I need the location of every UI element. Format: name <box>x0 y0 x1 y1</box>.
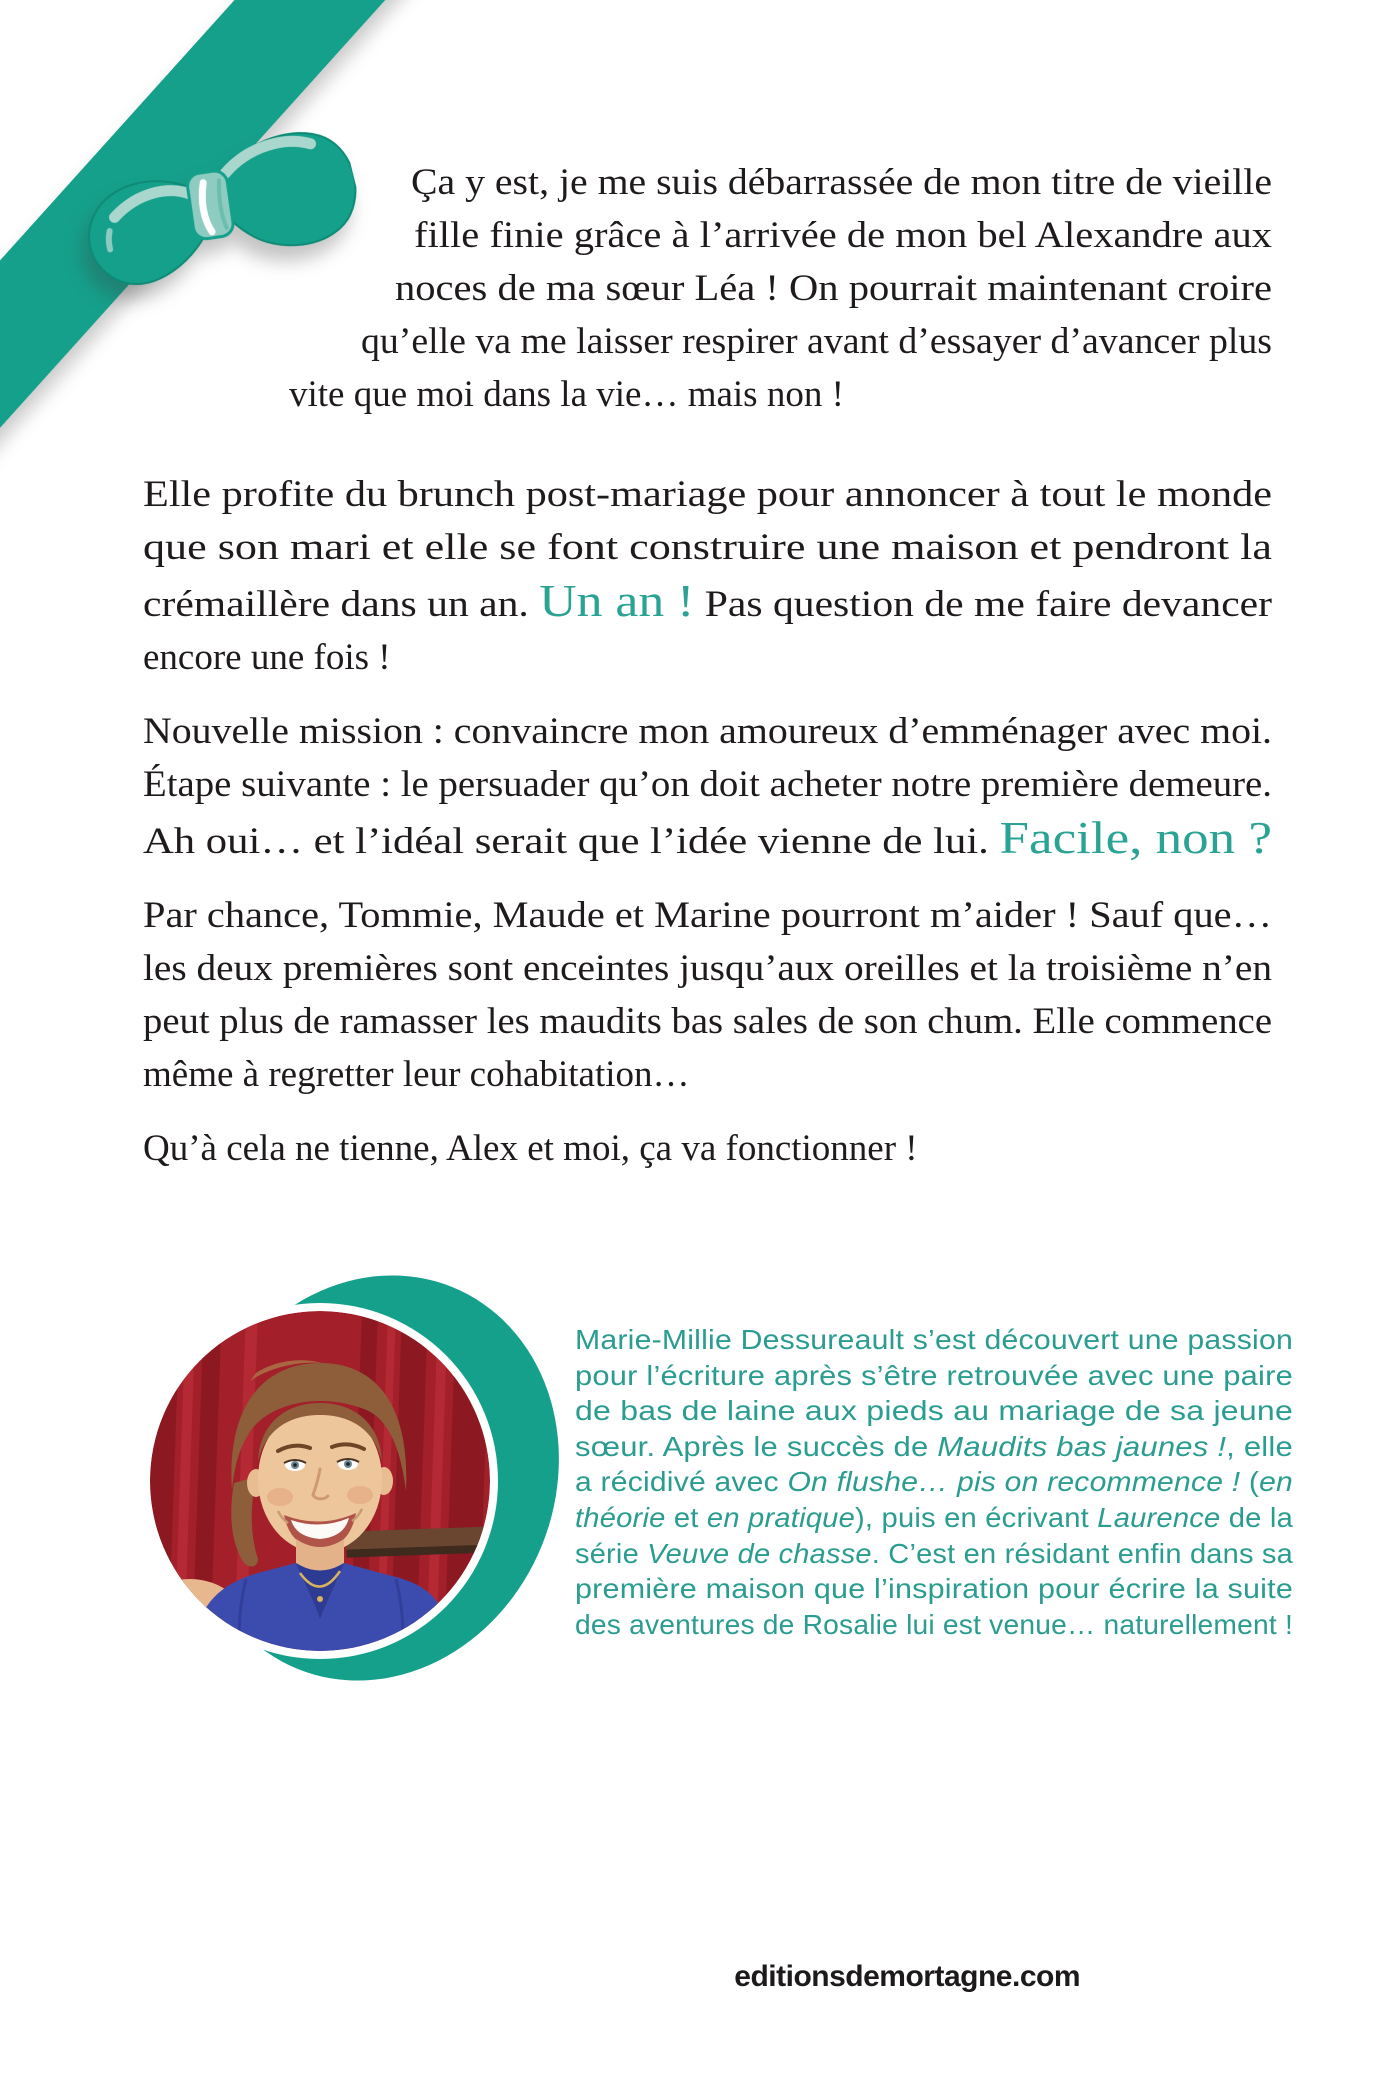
synopsis-paragraph-2 <box>143 468 1272 684</box>
text-line <box>143 705 1272 758</box>
text-segment: pour l’écriture après s’être retrouvée avec une paire <box>575 1359 1293 1391</box>
text-segment: ), puis en écrivant <box>855 1501 1098 1533</box>
text-segment: en pratique <box>706 1501 856 1533</box>
synopsis-paragraph-1 <box>143 156 1272 421</box>
text-segment: Maudits bas jaunes ! <box>937 1430 1227 1462</box>
text-segment: de bas de laine aux pieds au mariage de sa jeune <box>575 1395 1293 1427</box>
text-line <box>143 574 1272 631</box>
author-photo <box>142 1303 498 1659</box>
text-segment: crémaillère dans un an. <box>143 584 540 625</box>
text-segment: encore une fois ! <box>143 637 391 678</box>
text-segment: On flushe… pis on recommence ! <box>787 1466 1241 1498</box>
text-segment: peut plus de ramasser les maudits bas sales de son chum. Elle commence <box>143 1001 1272 1042</box>
text-line <box>143 315 1272 368</box>
text-segment: Marie-Millie Dessureault s’est découvert une passion <box>575 1324 1293 1355</box>
text-segment: Veuve de chasse <box>647 1537 872 1569</box>
text-segment: qu’elle va me laisser respirer avant d’essayer d’avancer plus <box>361 321 1272 362</box>
accent-phrase: Facile, non ? <box>999 812 1272 863</box>
text-segment: Elle profite du brunch post-mariage pour annoncer à tout le monde <box>143 474 1272 515</box>
synopsis-paragraph-4 <box>143 889 1272 1101</box>
text-segment: a récidivé avec <box>575 1466 788 1498</box>
text-segment: Pas question de me faire devancer <box>694 584 1272 625</box>
text-segment: théorie <box>575 1501 666 1533</box>
text-line <box>143 1048 1272 1101</box>
text-segment: Ah oui… et l’idéal serait que l’idée vienne de lui. <box>143 821 1000 862</box>
text-segment: noces de ma sœur Léa ! On pourrait maintenant croire <box>395 268 1272 309</box>
text-line <box>575 1536 1293 1572</box>
text-line <box>143 156 1272 209</box>
text-segment: Étape suivante : le persuader qu’on doit acheter notre première demeure. <box>143 764 1272 805</box>
text-line <box>143 368 1272 421</box>
text-segment: . C’est en résidant enfin dans sa <box>871 1537 1293 1569</box>
text-line <box>143 811 1272 868</box>
publisher-website: editionsdemortagne.com <box>734 1960 1080 1993</box>
text-line <box>143 521 1272 574</box>
text-segment: Laurence <box>1097 1501 1221 1533</box>
synopsis-paragraph-5 <box>143 1122 1272 1175</box>
text-line <box>143 942 1272 995</box>
text-segment: même à regretter leur cohabitation… <box>143 1054 690 1095</box>
author-bio-text <box>575 1322 1293 1642</box>
accent-phrase: Un an ! <box>539 575 695 626</box>
text-line <box>575 1607 1293 1643</box>
text-segment: Qu’à cela ne tienne, Alex et moi, ça va fonctionner ! <box>143 1128 918 1169</box>
text-line <box>143 631 1272 684</box>
text-line <box>575 1500 1293 1536</box>
text-line <box>575 1393 1293 1429</box>
text-line <box>575 1429 1293 1465</box>
text-segment: Ça y est, je me suis débarrassée de mon titre de vieille <box>411 162 1272 203</box>
text-line <box>575 1571 1293 1607</box>
text-line <box>143 209 1272 262</box>
text-segment: première maison que l’inspiration pour écrire la suite <box>575 1573 1293 1605</box>
text-segment: de la <box>1220 1501 1293 1533</box>
text-line <box>575 1358 1293 1394</box>
text-segment: Nouvelle mission : convaincre mon amoureux d’emménager avec moi. <box>143 711 1272 752</box>
text-segment: et <box>665 1501 707 1533</box>
text-segment: Par chance, Tommie, Maude et Marine pourront m’aider ! Sauf que… <box>143 895 1272 936</box>
text-segment: en <box>1259 1466 1293 1498</box>
text-segment: les deux premières sont enceintes jusqu’aux oreilles et la troisième n’en <box>143 948 1272 989</box>
text-line <box>575 1322 1293 1358</box>
text-line <box>143 758 1272 811</box>
synopsis-paragraph-3 <box>143 705 1272 868</box>
text-segment: fille finie grâce à l’arrivée de mon bel Alexandre aux <box>414 215 1272 256</box>
text-line <box>143 995 1272 1048</box>
text-segment: que son mari et elle se font construire une maison et pendront la <box>143 527 1272 568</box>
text-segment: sœur. Après le succès de <box>575 1430 938 1462</box>
text-line <box>143 889 1272 942</box>
text-segment: ( <box>1240 1466 1260 1498</box>
text-segment: , elle <box>1226 1430 1293 1462</box>
text-line <box>143 1122 1272 1175</box>
synopsis-text <box>143 156 1272 1196</box>
text-segment: vite que moi dans la vie… mais non ! <box>289 374 844 415</box>
text-line <box>143 262 1272 315</box>
text-line <box>575 1464 1293 1500</box>
text-line <box>143 468 1272 521</box>
text-segment: des aventures de Rosalie lui est venue… naturellement ! <box>575 1608 1293 1640</box>
author-portrait-illustration <box>150 1311 490 1651</box>
text-segment: série <box>575 1537 648 1569</box>
